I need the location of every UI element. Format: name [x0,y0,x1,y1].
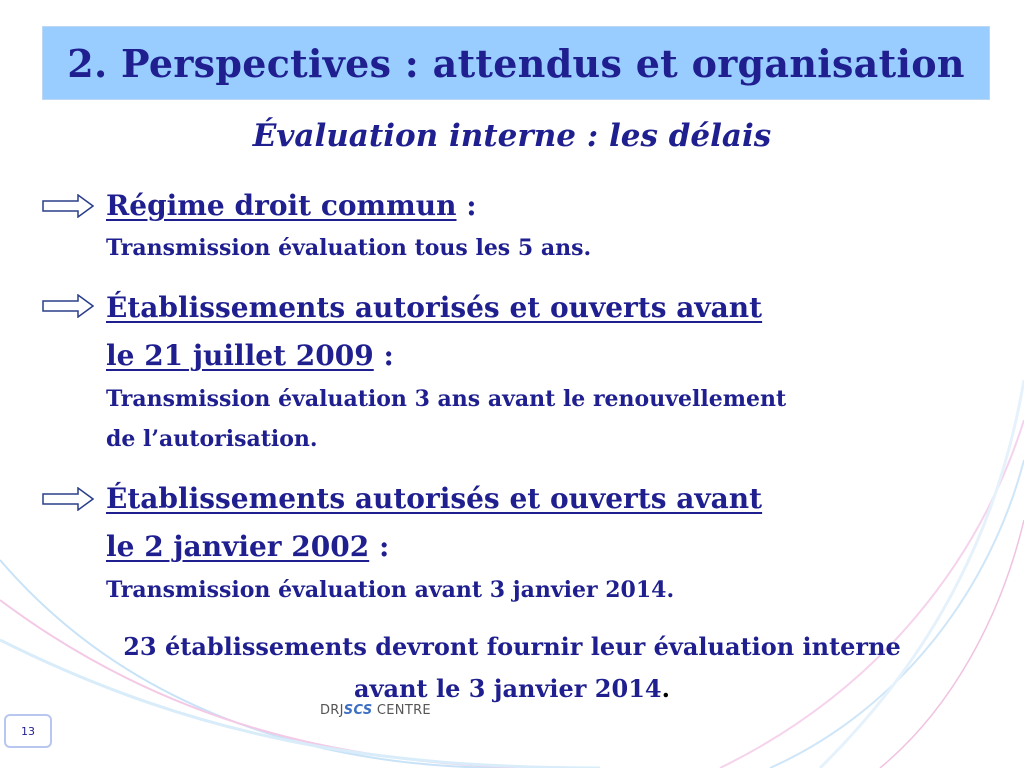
item-heading: Régime droit commun : [106,189,477,222]
item-body-line2: de l’autorisation. [106,426,318,452]
list-item [42,479,982,609]
conclusion-line2: avant le 3 janvier 2014. [354,674,670,703]
slide-title: 2. Perspectives : attendus et organisation [67,40,965,86]
conclusion-text [40,626,984,710]
title-bar [42,26,990,100]
drjscs-logo: DRJSCS CENTRE [320,703,431,718]
item-heading: Établissements autorisés et ouverts avant [106,482,763,515]
item-body-line1: Transmission évaluation 3 ans avant le renouvellement [106,386,787,412]
item-heading-line2: le 2 janvier 2002 : [106,530,390,563]
list-item [42,186,982,266]
item-heading: Établissements autorisés et ouverts avant [106,291,763,324]
right-arrow-icon [42,194,94,218]
page-number: 13 [4,714,52,748]
list-item [42,288,982,458]
item-heading-line2: le 21 juillet 2009 : [106,339,394,372]
right-arrow-icon [42,294,94,318]
slide-subtitle: Évaluation interne : les délais [252,118,772,154]
conclusion-line1: 23 établissements devront fournir leur évaluation interne [123,632,901,661]
item-body: Transmission évaluation tous les 5 ans. [106,235,592,261]
item-body: Transmission évaluation avant 3 janvier 2014. [106,577,675,603]
right-arrow-icon [42,487,94,511]
